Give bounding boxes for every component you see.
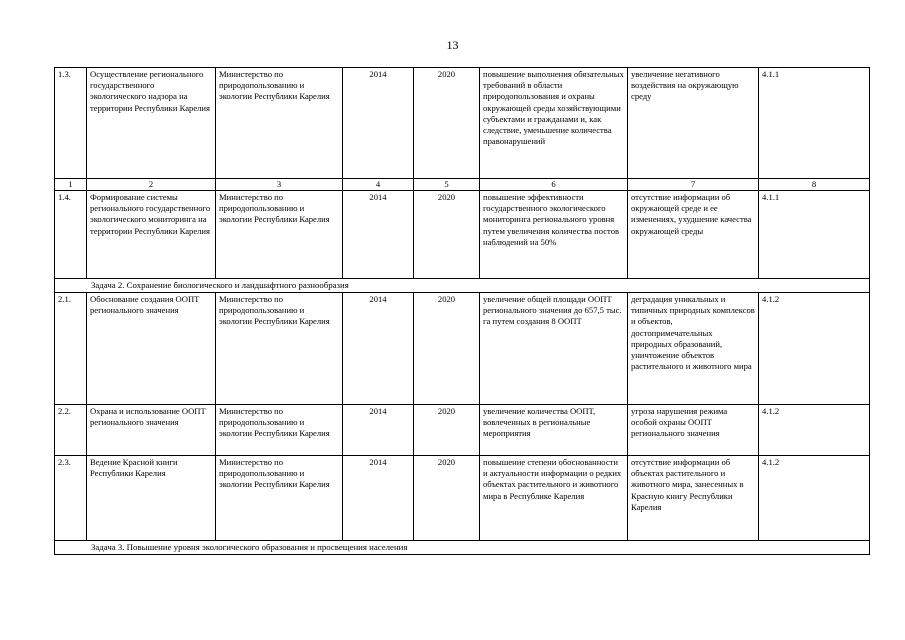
cell-result: увеличение общей площади ООПТ регионального значения до 657,5 тыс. га путем создания 8 ООПТ <box>480 293 628 405</box>
cell-consequence: отсутствие информации об окружающей среде и ее изменениях, ухудшение качества окружающей среды <box>628 191 759 279</box>
cell-consequence: деградация уникальных и типичных природных комплексов и объектов, достопримечательных природных образований, уничтожение объектов растительного и животного мира <box>628 293 759 405</box>
task-row <box>55 279 870 293</box>
cell-result: увеличение количества ООПТ, вовлеченных в региональные мероприятия <box>480 405 628 456</box>
table-row <box>55 191 870 279</box>
column-number: 2 <box>87 179 216 191</box>
column-number: 3 <box>216 179 343 191</box>
cell-result: повышение эффективности государственного экологического мониторинга регионального уровня путем увеличения количества постов наблюдений на 50% <box>480 191 628 279</box>
cell-executor: Министерство по природопользованию и экологии Республики Карелия <box>216 293 343 405</box>
cell-end: 2020 <box>414 293 480 405</box>
cell-executor: Министерство по природопользованию и экологии Республики Карелия <box>216 191 343 279</box>
column-number: 7 <box>628 179 759 191</box>
cell-link: 4.1.1 <box>759 191 870 279</box>
cell-start: 2014 <box>343 293 414 405</box>
task-row <box>55 541 870 555</box>
cell-link: 4.1.2 <box>759 456 870 541</box>
cell-name: Осуществление регионального государственного экологического надзора на территории Республики Карелия <box>87 68 216 179</box>
cell-start: 2014 <box>343 191 414 279</box>
cell-num: 2.2. <box>55 405 87 456</box>
cell-name: Охрана и использование ООПТ регионального значения <box>87 405 216 456</box>
cell-executor: Министерство по природопользованию и экологии Республики Карелия <box>216 456 343 541</box>
cell-num: 2.3. <box>55 456 87 541</box>
column-number: 1 <box>55 179 87 191</box>
cell-name: Ведение Красной книги Республики Карелия <box>87 456 216 541</box>
column-number: 5 <box>414 179 480 191</box>
cell-link: 4.1.2 <box>759 293 870 405</box>
cell-start: 2014 <box>343 456 414 541</box>
cell-name: Обоснование создания ООПТ регионального значения <box>87 293 216 405</box>
cell-end: 2020 <box>414 68 480 179</box>
table-row <box>55 68 870 179</box>
column-number: 8 <box>759 179 870 191</box>
cell-result: повышение степени обоснованности и актуальности информации о редких объектах растительного и животного мира в Республике Карелия <box>480 456 628 541</box>
cell-link: 4.1.1 <box>759 68 870 179</box>
task-heading: Задача 2. Сохранение биологического и ландшафтного разнообразия <box>55 279 870 293</box>
cell-start: 2014 <box>343 405 414 456</box>
cell-consequence: угроза нарушения режима особой охраны ООПТ регионального значения <box>628 405 759 456</box>
cell-num: 1.4. <box>55 191 87 279</box>
table-row <box>55 293 870 405</box>
cell-num: 1.3. <box>55 68 87 179</box>
program-measures-table <box>54 67 870 555</box>
column-number: 4 <box>343 179 414 191</box>
cell-consequence: отсутствие информации об объектах растительного и животного мира, занесенных в Красную книгу Республики Карелия <box>628 456 759 541</box>
cell-end: 2020 <box>414 191 480 279</box>
cell-name: Формирование системы регионального государственного экологического мониторинга на территории Республики Карелия <box>87 191 216 279</box>
cell-consequence: увеличение негативного воздействия на окружающую среду <box>628 68 759 179</box>
cell-num: 2.1. <box>55 293 87 405</box>
cell-executor: Министерство по природопользованию и экологии Республики Карелия <box>216 68 343 179</box>
cell-executor: Министерство по природопользованию и экологии Республики Карелия <box>216 405 343 456</box>
cell-link: 4.1.2 <box>759 405 870 456</box>
cell-end: 2020 <box>414 405 480 456</box>
table-row <box>55 405 870 456</box>
cell-start: 2014 <box>343 68 414 179</box>
column-numbers-row <box>55 179 870 191</box>
cell-result: повышение выполнения обязательных требований в области природопользования и охраны окружающей среды хозяйствующими субъектами и гражданами и, как следствие, уменьшение количества правонарушений <box>480 68 628 179</box>
task-heading: Задача 3. Повышение уровня экологического образования и просвещения населения <box>55 541 870 555</box>
column-number: 6 <box>480 179 628 191</box>
page-number: 13 <box>446 38 459 52</box>
cell-end: 2020 <box>414 456 480 541</box>
table-row <box>55 456 870 541</box>
